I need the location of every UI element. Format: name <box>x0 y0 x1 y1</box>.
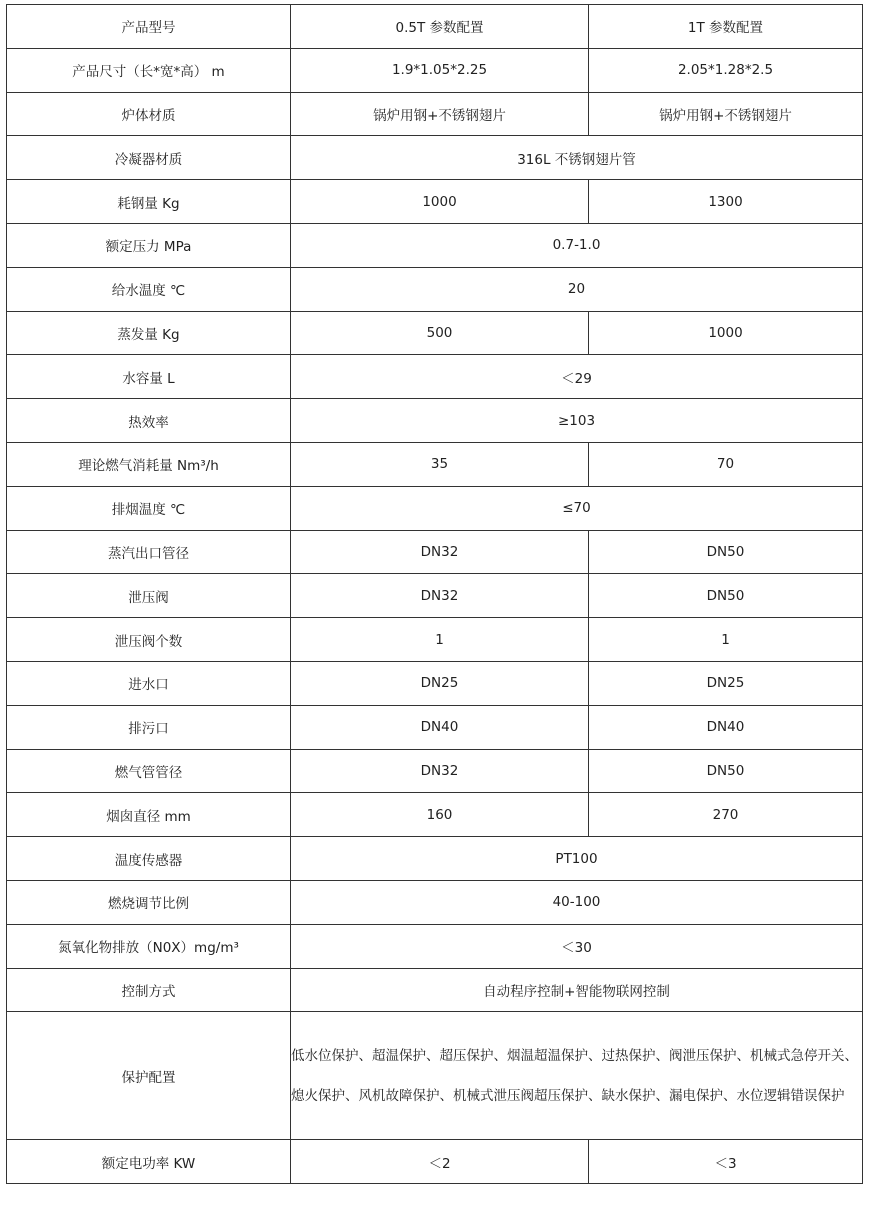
table-row <box>7 399 863 443</box>
row-value-b: DN25 <box>589 661 863 705</box>
power-label: 额定电功率 KW <box>7 1140 291 1184</box>
row-value-a: 1000 <box>291 180 589 224</box>
row-value-merged: ＜29 <box>291 355 863 399</box>
table-row <box>7 968 863 1012</box>
row-label: 冷凝器材质 <box>7 136 291 180</box>
row-value-b: DN50 <box>589 749 863 793</box>
row-value-b: 锅炉用钢+不锈钢翅片 <box>589 92 863 136</box>
power-value-a: ＜2 <box>291 1140 589 1184</box>
row-label: 蒸汽出口管径 <box>7 530 291 574</box>
row-value-merged: 20 <box>291 267 863 311</box>
row-label: 给水温度 ℃ <box>7 267 291 311</box>
table-row <box>7 442 863 486</box>
row-value-a: 1.9*1.05*2.25 <box>291 48 589 92</box>
row-label: 理论燃气消耗量 Nm³/h <box>7 442 291 486</box>
row-value-b: DN50 <box>589 574 863 618</box>
table-row <box>7 1012 863 1140</box>
protection-label: 保护配置 <box>7 1012 291 1140</box>
table-row <box>7 355 863 399</box>
table-row <box>7 92 863 136</box>
row-value-b: 70 <box>589 442 863 486</box>
row-label: 排污口 <box>7 705 291 749</box>
row-label: 燃气管管径 <box>7 749 291 793</box>
header-model-b: 1T 参数配置 <box>589 5 863 49</box>
row-value-merged: ＜30 <box>291 924 863 968</box>
table-row <box>7 311 863 355</box>
table-row <box>7 837 863 881</box>
row-label: 控制方式 <box>7 968 291 1012</box>
row-label: 泄压阀个数 <box>7 618 291 662</box>
row-value-a: DN25 <box>291 661 589 705</box>
row-label: 进水口 <box>7 661 291 705</box>
row-value-merged: PT100 <box>291 837 863 881</box>
row-label: 热效率 <box>7 399 291 443</box>
row-label: 氮氧化物排放（N0X）mg/m³ <box>7 924 291 968</box>
row-value-a: 35 <box>291 442 589 486</box>
table-row <box>7 574 863 618</box>
spec-table <box>6 4 863 1184</box>
row-value-a: DN32 <box>291 749 589 793</box>
power-value-b: ＜3 <box>589 1140 863 1184</box>
header-model-a: 0.5T 参数配置 <box>291 5 589 49</box>
table-row <box>7 223 863 267</box>
header-row <box>7 5 863 49</box>
protection-value <box>291 1012 863 1140</box>
row-label: 额定压力 MPa <box>7 223 291 267</box>
table-row <box>7 793 863 837</box>
row-value-merged: 316L 不锈钢翅片管 <box>291 136 863 180</box>
row-value-merged: ≥103 <box>291 399 863 443</box>
row-label: 蒸发量 Kg <box>7 311 291 355</box>
row-value-a: 160 <box>291 793 589 837</box>
row-label: 燃烧调节比例 <box>7 880 291 924</box>
table-row <box>7 486 863 530</box>
table-row <box>7 749 863 793</box>
row-value-b: 2.05*1.28*2.5 <box>589 48 863 92</box>
table-row <box>7 180 863 224</box>
row-value-merged: 0.7-1.0 <box>291 223 863 267</box>
row-label: 水容量 L <box>7 355 291 399</box>
table-row <box>7 924 863 968</box>
row-label: 温度传感器 <box>7 837 291 881</box>
header-label: 产品型号 <box>7 5 291 49</box>
row-value-b: DN40 <box>589 705 863 749</box>
row-value-b: 1 <box>589 618 863 662</box>
row-value-a: 锅炉用钢+不锈钢翅片 <box>291 92 589 136</box>
row-label: 产品尺寸（长*宽*高） m <box>7 48 291 92</box>
row-value-merged: ≤70 <box>291 486 863 530</box>
row-value-b: DN50 <box>589 530 863 574</box>
row-label: 耗钢量 Kg <box>7 180 291 224</box>
table-row <box>7 880 863 924</box>
table-row <box>7 136 863 180</box>
table-row <box>7 618 863 662</box>
row-value-a: DN32 <box>291 530 589 574</box>
row-value-a: DN40 <box>291 705 589 749</box>
row-value-a: 1 <box>291 618 589 662</box>
row-value-b: 1300 <box>589 180 863 224</box>
protection-line2: 熄火保护、风机故障保护、机械式泄压阀超压保护、缺水保护、漏电保护、水位逻辑错误保护 <box>291 1087 845 1104</box>
table-row <box>7 48 863 92</box>
protection-line1: 低水位保护、超温保护、超压保护、烟温超温保护、过热保护、阀泄压保护、机械式急停开关、 <box>291 1047 858 1064</box>
table-row <box>7 1140 863 1184</box>
row-label: 炉体材质 <box>7 92 291 136</box>
row-value-b: 1000 <box>589 311 863 355</box>
table-row <box>7 661 863 705</box>
row-value-b: 270 <box>589 793 863 837</box>
row-value-merged: 自动程序控制+智能物联网控制 <box>291 968 863 1012</box>
table-row <box>7 530 863 574</box>
row-value-a: DN32 <box>291 574 589 618</box>
table-row <box>7 267 863 311</box>
row-value-a: 500 <box>291 311 589 355</box>
row-value-merged: 40-100 <box>291 880 863 924</box>
row-label: 烟囱直径 mm <box>7 793 291 837</box>
row-label: 泄压阀 <box>7 574 291 618</box>
table-row <box>7 705 863 749</box>
row-label: 排烟温度 ℃ <box>7 486 291 530</box>
